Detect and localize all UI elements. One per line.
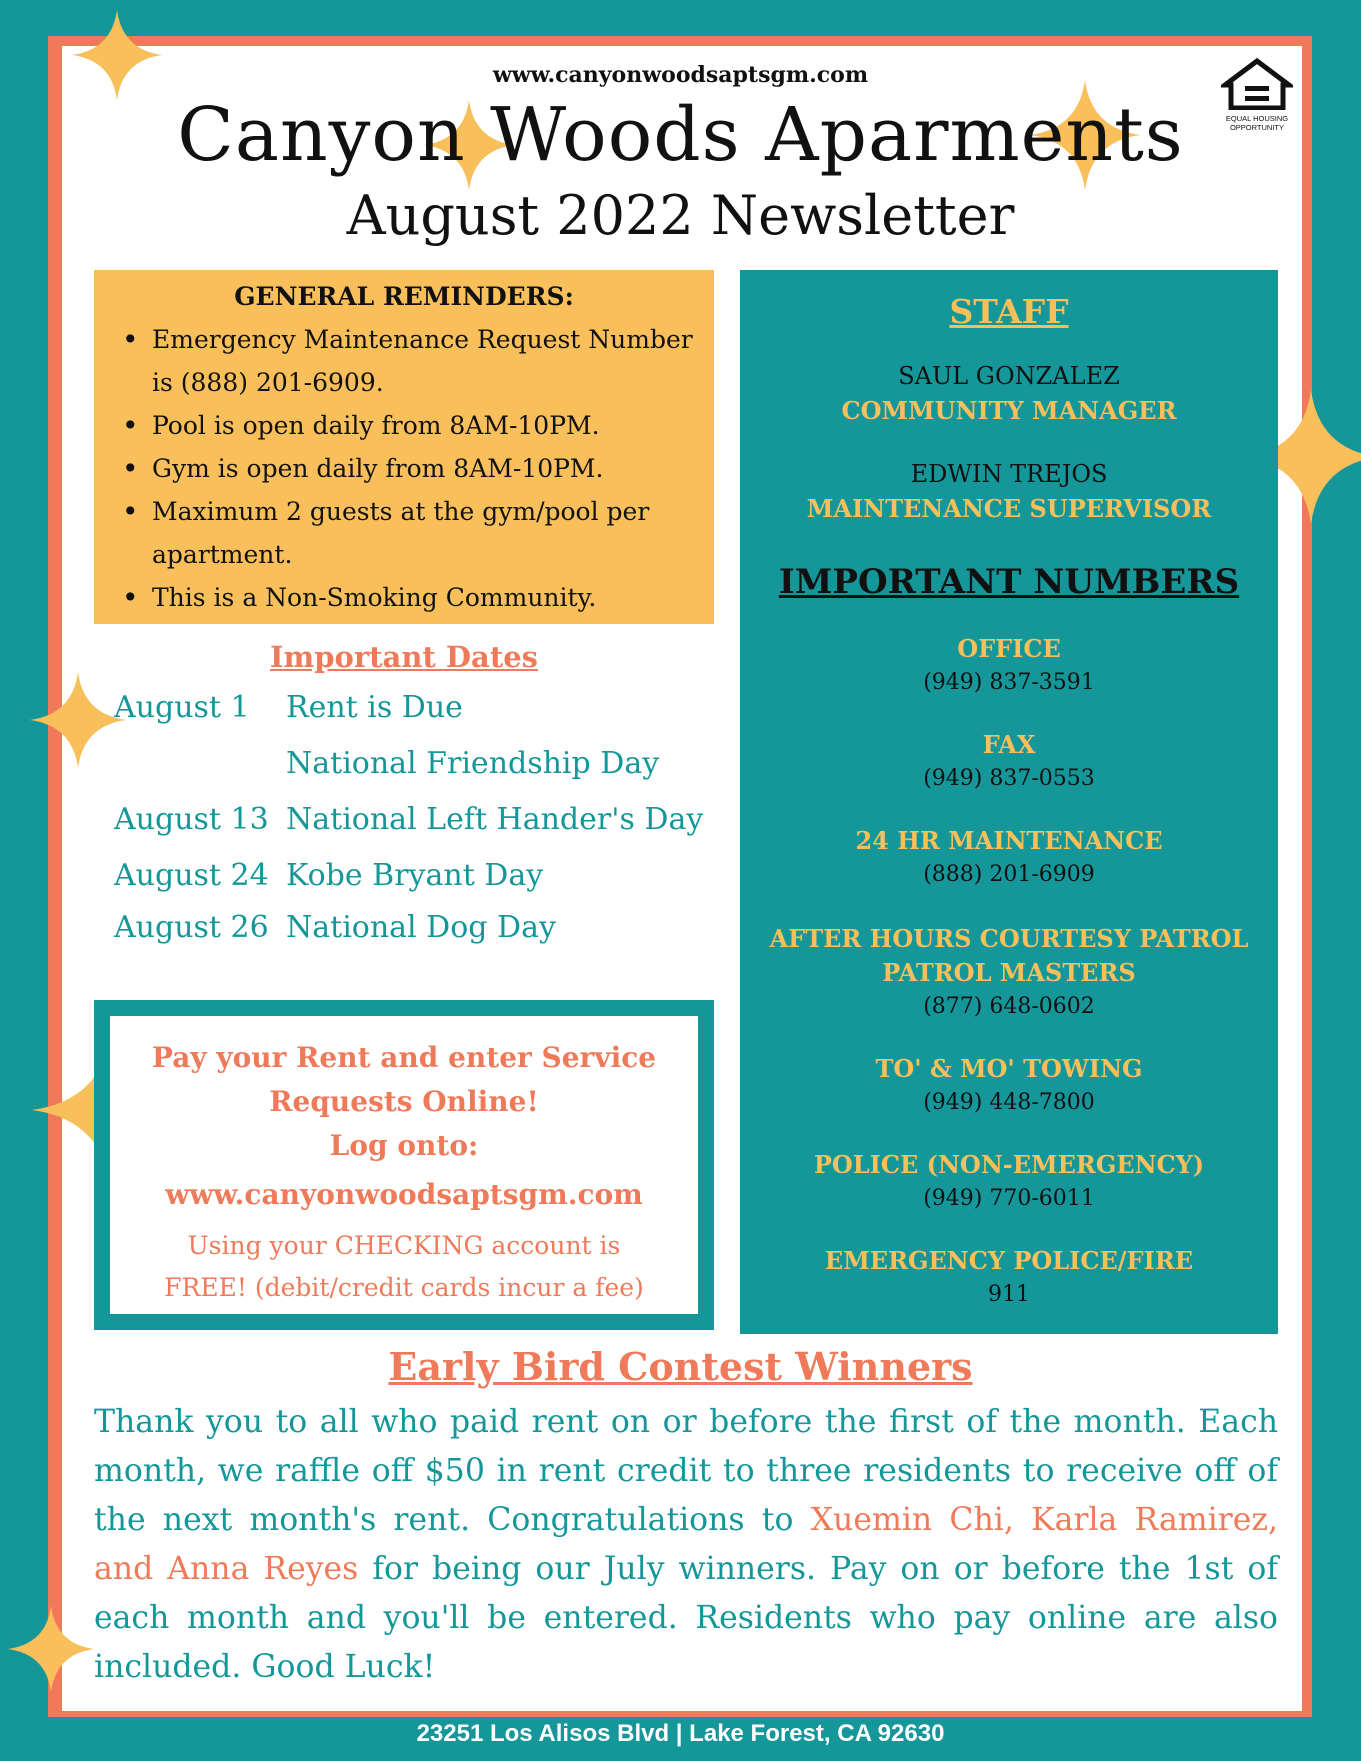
page-subtitle: August 2022 Newsletter (346, 184, 1015, 247)
list-item: • Gym is open daily from 8AM-10PM. (122, 447, 707, 490)
pay-line1: Pay your Rent and enter Service (151, 1041, 657, 1074)
police-label: POLICE (NON-EMERGENCY) (813, 1150, 1205, 1179)
pay-note-line2: FREE! (debit/credit cards incur a fee) (164, 1273, 644, 1302)
footer-address: 23251 Los Alisos Blvd | Lake Forest, CA 92630 (416, 1720, 945, 1747)
staff-title: STAFF (949, 292, 1069, 331)
list-item: • Maximum 2 guests at the gym/pool per apartment. (122, 490, 707, 576)
pay-headline (110, 1036, 698, 1168)
date-event: National Friendship Day (286, 746, 660, 781)
early-bird-text-b: for being our July winners. Pay on or before the 1st of each month and you'll be entered. Residents who pay online are also included. Good Luck! (94, 1551, 1278, 1685)
early-bird-title: Early Bird Contest Winners (388, 1344, 973, 1389)
staff-panel (740, 270, 1278, 1334)
early-bird-text-a: Thank you to all who paid rent on or before the first of the month. Each month, we raffle off $50 in rent credit to three residents to receive off of the next month's rent. Congratulations to (94, 1404, 1278, 1538)
list-item: • Emergency Maintenance Request Number is (888) 201-6909. (122, 318, 707, 404)
emergency-label: EMERGENCY POLICE/FIRE (824, 1246, 1194, 1275)
house-icon (1221, 58, 1293, 110)
pay-line2: Requests Online! (269, 1085, 539, 1118)
fax-number[interactable]: (949) 837-0553 (923, 766, 1095, 791)
date-day: August 13 (114, 802, 269, 837)
patrol-number[interactable]: (877) 648-0602 (923, 994, 1095, 1019)
general-reminders-box (94, 270, 714, 624)
fax-label: FAX (982, 730, 1036, 759)
date-event: Kobe Bryant Day (286, 858, 544, 893)
maintenance-number[interactable]: (888) 201-6909 (923, 862, 1095, 887)
date-day: August 1 (114, 690, 250, 725)
pay-online-box (94, 1000, 714, 1330)
reminders-list (122, 318, 707, 619)
office-number[interactable]: (949) 837-3591 (923, 670, 1095, 695)
date-event: National Left Hander's Day (286, 802, 704, 837)
early-bird-winners: Xuemin Chi, Karla Ramirez, and Anna Reyes (94, 1502, 1278, 1587)
staff-name: EDWIN TREJOS (910, 460, 1108, 488)
pay-note (110, 1225, 698, 1309)
important-numbers-title: IMPORTANT NUMBERS (778, 562, 1240, 602)
date-day: August 26 (114, 910, 269, 945)
date-day: August 24 (114, 858, 269, 893)
towing-number[interactable]: (949) 448-7800 (923, 1090, 1095, 1115)
office-label: OFFICE (957, 634, 1061, 663)
page-title: Canyon Woods Aparments (177, 92, 1184, 178)
pay-online-inner (110, 1016, 698, 1314)
equal-housing-logo (1218, 58, 1296, 132)
staff-role: COMMUNITY MANAGER (841, 396, 1177, 425)
reminders-title: GENERAL REMINDERS: (234, 282, 574, 311)
date-event: National Dog Day (286, 910, 556, 945)
date-event: Rent is Due (286, 690, 463, 725)
sparkle-star-icon (8, 1606, 94, 1692)
website-url[interactable]: www.canyonwoodsaptsgm.com (492, 62, 869, 88)
patrol-company-label: PATROL MASTERS (882, 958, 1136, 987)
pay-note-line1: Using your CHECKING account is (187, 1231, 621, 1260)
staff-role: MAINTENANCE SUPERVISOR (806, 494, 1212, 523)
list-item: • Pool is open daily from 8AM-10PM. (122, 404, 707, 447)
towing-label: TO' & MO' TOWING (875, 1054, 1143, 1083)
sparkle-star-icon (30, 672, 126, 768)
emergency-number[interactable]: 911 (988, 1282, 1030, 1307)
list-item: • This is a Non-Smoking Community. (122, 576, 707, 619)
staff-name: SAUL GONZALEZ (898, 362, 1120, 390)
eho-line1: EQUAL HOUSING (1225, 114, 1289, 123)
pay-url-link[interactable]: www.canyonwoodsaptsgm.com (165, 1178, 643, 1211)
patrol-label: AFTER HOURS COURTESY PATROL (769, 924, 1249, 953)
early-bird-text (94, 1398, 1278, 1692)
eho-line2: OPPORTUNITY (1229, 123, 1285, 132)
police-number[interactable]: (949) 770-6011 (923, 1186, 1095, 1211)
important-dates-title: Important Dates (269, 640, 539, 674)
pay-line3: Log onto: (329, 1129, 479, 1162)
maintenance-label: 24 HR MAINTENANCE (855, 826, 1163, 855)
